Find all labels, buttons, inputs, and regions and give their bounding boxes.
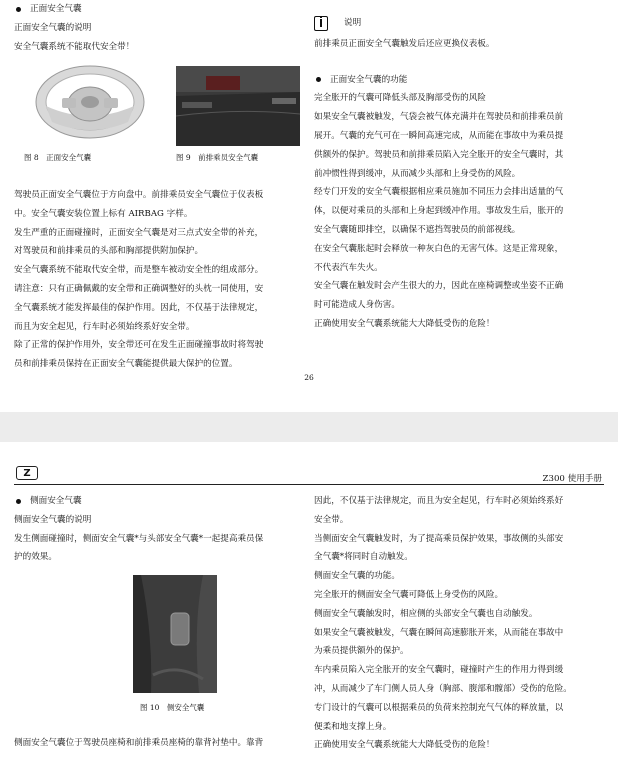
text-line: 侧面安全气囊的功能。 (314, 571, 400, 582)
page1-left-column (14, 0, 304, 56)
warning-line: 安全气囊系统不能取代安全带！ (14, 41, 135, 52)
dashboard-image (176, 66, 300, 146)
page1-left-body (14, 186, 306, 374)
text-line: 供额外的保护。驾驶员和前排乘员陷入完全胀开的安全气囊时，其 (314, 149, 564, 160)
text-line: 体，以便对乘员的头部和上身起到缓冲作用。事故发生后，胀开的 (314, 206, 564, 217)
text-line: 当侧面安全气囊触发时，为了提高乘员保护效果，事故侧的头部安 (314, 533, 564, 544)
text-line: 如果安全气囊被触发，气囊在瞬间高速膨胀开来，从而能在事故中 (314, 627, 564, 638)
text-line: 安全带。 (314, 514, 349, 525)
figure-8-steering-wheel (24, 62, 159, 144)
text-line: 中。安全气囊安装位置上标有 AIRBAG 字样。 (14, 208, 193, 219)
heading-text: 侧面安全气囊 (30, 496, 82, 506)
text-line: 全气囊*将同时自动触发。 (314, 552, 413, 563)
text-line: 正确使用安全气囊系统能大大降低受伤的危险！ (314, 318, 495, 329)
page-gap (0, 412, 618, 442)
page1-right-column (314, 14, 606, 334)
text-line: 发生严重的正面碰撞时，正面安全气囊是对三点式安全带的补充， (14, 227, 264, 238)
text-line: 为乘员提供额外的保护。 (314, 646, 409, 657)
text-line: 全气囊系统才能发挥最佳的保护作用。因此，不仅基于法律规定， (14, 302, 264, 313)
page2-left-bottom (14, 734, 306, 753)
text-line: 驾驶员正面安全气囊位于方向盘中。前排乘员安全气囊位于仪表板 (14, 190, 264, 200)
header-divider (14, 484, 604, 485)
heading-text: 正面安全气囊的功能 (330, 74, 408, 85)
text-line: 安全气囊随即排空，以确保不遮挡驾驶员的前部视线。 (314, 224, 521, 235)
steering-wheel-image (24, 62, 159, 144)
text-line: 对驾驶员和前排乘员的头部和胸部提供附加保护。 (14, 246, 204, 257)
text-line: 安全气囊系统不能取代安全带，而是整车被动安全性的组成部分。 (14, 265, 264, 276)
figure-8-caption: 图 8 正面安全气囊 (24, 153, 92, 162)
text-line: 侧面安全气囊触发时，相应侧的头部安全气囊也自动触发。 (314, 608, 538, 619)
info-icon (314, 16, 328, 31)
text-line: 请注意：只有正确佩戴的安全带和正确调整好的头枕一同使用，安 (14, 283, 264, 294)
figure-10-side-airbag (133, 575, 217, 693)
figure-10-caption: 图 10 侧安全气囊 (140, 703, 205, 712)
text-line: 完全胀开的气囊可降低头部及胸部受伤的风险 (314, 93, 486, 104)
text-line: 因此，不仅基于法律规定，而且为安全起见，行车时必须始终系好 (314, 496, 564, 506)
note-block (314, 14, 606, 33)
section-heading (314, 71, 606, 90)
manual-page-27 (0, 442, 618, 759)
text-line: 正确使用安全气囊系统能大大降低受伤的危险！ (314, 740, 495, 751)
text-line: 前冲惯性得到缓冲，从而减少头部和上身受伤的风险。 (314, 168, 521, 179)
text-line: 侧面安全气囊的说明 (14, 514, 92, 525)
text-line: 除了正常的保护作用外，安全带还可在发生正面碰撞事故时将驾驶 (14, 340, 264, 351)
figure-9-caption: 图 9 前排乘员安全气囊 (176, 153, 259, 162)
page2-left-column (14, 492, 306, 567)
seat-image (133, 575, 217, 693)
text-line: 完全胀开的侧面安全气囊可降低上身受伤的风险。 (314, 589, 504, 600)
figure-9-passenger-airbag (176, 66, 300, 146)
subheading: 正面安全气囊的说明 (14, 22, 92, 33)
text-line: 便柔和地支撑上身。 (314, 721, 392, 732)
section-heading (14, 492, 306, 511)
page2-right-column (314, 492, 606, 755)
text-line: 展开。气囊的充气可在一瞬间高速完成，从而能在事故中为乘员提 (314, 130, 564, 141)
header-title: Z300 使用手册 (542, 474, 602, 484)
text-line: 护的效果。 (14, 552, 57, 563)
text-line: 员和前排乘员保持在正面安全气囊能提供最大保护的位置。 (14, 359, 238, 370)
text-line: 而且为安全起见，行车时必须始终系好安全带。 (14, 321, 195, 332)
text-line: 侧面安全气囊位于驾驶员座椅和前排乘员座椅的靠背衬垫中。靠背 (14, 738, 264, 748)
bullet-icon (316, 77, 321, 82)
bullet-icon (16, 7, 21, 12)
brand-logo: Z (16, 466, 38, 480)
text-line: 专门设计的气囊可以根据乘员的负荷来控制充气气体的释放量，以 (314, 702, 564, 713)
text-line: 如果安全气囊被触发，气袋会被气体充满并在驾驶员和前排乘员前 (314, 112, 564, 123)
text-line: 发生侧面碰撞时，侧面安全气囊*与头部安全气囊*一起提高乘员保 (14, 533, 264, 544)
note-label: 说明 (344, 18, 362, 28)
heading-text: 正面安全气囊 (30, 4, 82, 14)
note-text: 前排乘员正面安全气囊触发后还应更换仪表板。 (314, 38, 495, 49)
section-heading (14, 0, 304, 19)
text-line: 不代表汽车失火。 (314, 262, 383, 273)
text-line: 冲，从而减少了车门侧人员人身（胸部、腹部和髋部）受伤的危险。 (314, 683, 572, 694)
text-line: 安全气囊在触发时会产生很大的力，因此在座椅调整或坐姿不正确 (314, 281, 564, 292)
text-line: 车内乘员陷入完全胀开的安全气囊时，碰撞时产生的作用力得到缓 (314, 665, 564, 676)
text-line: 时可能造成人身伤害。 (314, 300, 400, 311)
bullet-icon (16, 499, 21, 504)
text-line: 经专门开发的安全气囊根据相应乘员施加不同压力会排出适量的气 (314, 187, 564, 198)
text-line: 在安全气囊胀起时会释放一种灰白色的无害气体。这是正常现象， (314, 243, 564, 254)
page-number: 26 (304, 373, 314, 382)
